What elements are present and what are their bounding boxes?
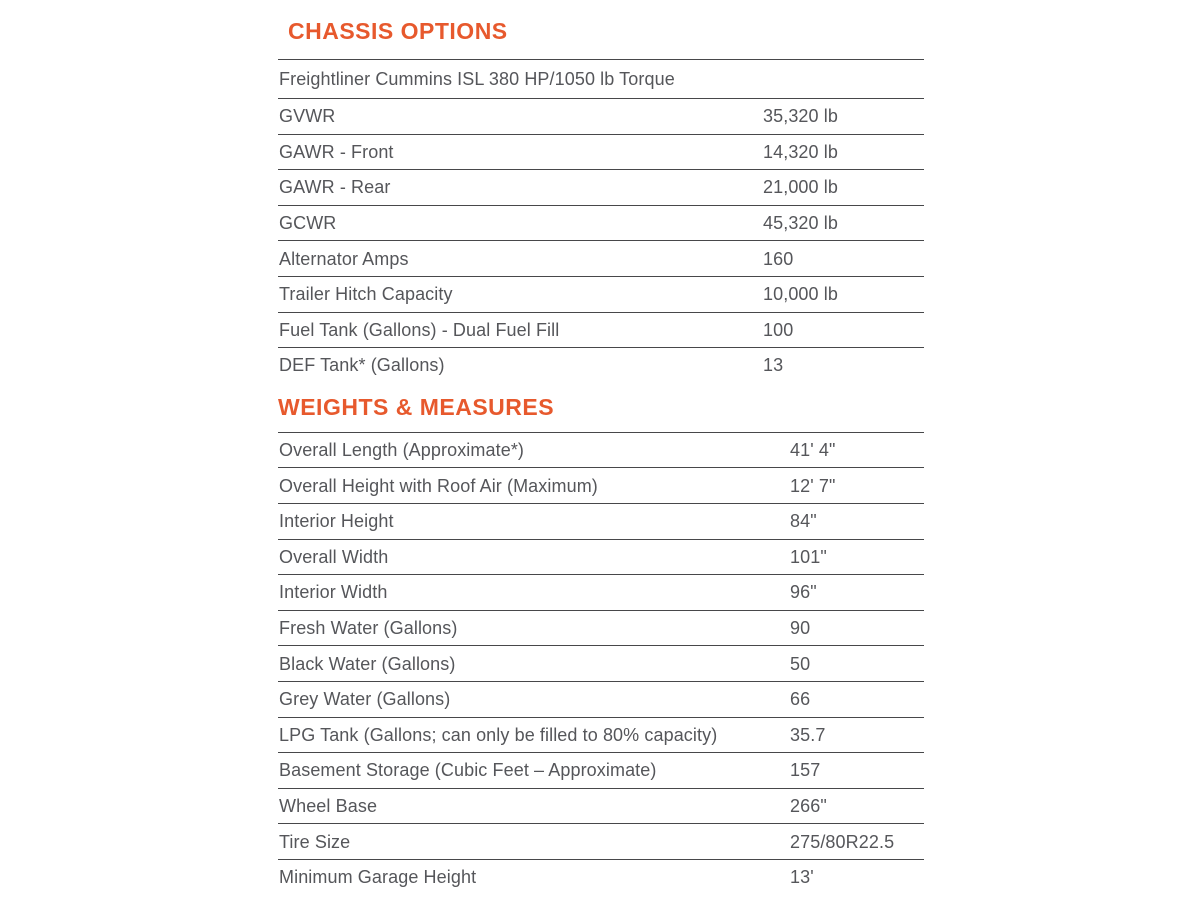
spec-row (278, 134, 924, 170)
spec-label: LPG Tank (Gallons; can only be filled to 80% capacity) (279, 724, 718, 745)
spec-value: 160 (763, 248, 794, 269)
spec-row (278, 645, 924, 681)
spec-label: DEF Tank* (Gallons) (279, 355, 445, 376)
spec-value: 35.7 (790, 724, 826, 745)
spec-value: 90 (790, 618, 811, 639)
spec-label: Basement Storage (Cubic Feet – Approximate) (279, 760, 657, 781)
spec-label: Interior Width (279, 582, 388, 603)
spec-row (278, 169, 924, 205)
spec-value: 14,320 lb (763, 141, 838, 162)
spec-value: 45,320 lb (763, 213, 838, 234)
spec-row (278, 539, 924, 575)
spec-row (278, 205, 924, 241)
spec-label: GCWR (279, 213, 337, 234)
spec-value: 101" (790, 546, 827, 567)
spec-value: 13' (790, 867, 814, 888)
spec-label: Overall Width (279, 546, 389, 567)
spec-row (278, 59, 924, 98)
spec-row (278, 98, 924, 134)
spec-value: 100 (763, 319, 794, 340)
spec-table (278, 432, 924, 895)
spec-row (278, 574, 924, 610)
spec-row (278, 276, 924, 312)
spec-label: Overall Height with Roof Air (Maximum) (279, 475, 598, 496)
spec-table (278, 59, 924, 383)
spec-label: GAWR - Front (279, 141, 394, 162)
spec-row (278, 859, 924, 895)
spec-value: 84" (790, 511, 817, 532)
spec-row (278, 788, 924, 824)
spec-label: Freightliner Cummins ISL 380 HP/1050 lb Torque (279, 69, 675, 89)
spec-value: 13 (763, 355, 784, 376)
spec-row (278, 752, 924, 788)
section-title: CHASSIS OPTIONS (288, 18, 508, 44)
spec-row (278, 610, 924, 646)
spec-label: GAWR - Rear (279, 177, 391, 198)
spec-value: 41' 4" (790, 440, 836, 461)
spec-row (278, 240, 924, 276)
spec-label: Overall Length (Approximate*) (279, 440, 525, 461)
spec-row (278, 681, 924, 717)
spec-label: Minimum Garage Height (279, 867, 477, 888)
spec-label: Black Water (Gallons) (279, 653, 456, 674)
spec-row (278, 503, 924, 539)
spec-label: Fuel Tank (Gallons) - Dual Fuel Fill (279, 319, 560, 340)
spec-label: Tire Size (279, 831, 351, 852)
spec-value: 35,320 lb (763, 106, 838, 127)
spec-label: Wheel Base (279, 795, 378, 816)
spec-value: 157 (790, 760, 821, 781)
spec-value: 275/80R22.5 (790, 831, 895, 852)
section-title: WEIGHTS & MEASURES (278, 393, 555, 420)
spec-label: Fresh Water (Gallons) (279, 618, 458, 639)
spec-label: Interior Height (279, 511, 394, 532)
spec-row (278, 432, 924, 468)
spec-value: 10,000 lb (763, 284, 838, 305)
spec-value: 66 (790, 689, 811, 710)
spec-row (278, 717, 924, 753)
spec-value: 21,000 lb (763, 177, 838, 198)
spec-row (278, 312, 924, 348)
spec-label: Grey Water (Gallons) (279, 689, 451, 710)
spec-label: Alternator Amps (279, 248, 409, 269)
spec-value: 12' 7" (790, 475, 836, 496)
spec-section (278, 393, 924, 895)
spec-value: 96" (790, 582, 817, 603)
spec-row (278, 347, 924, 383)
spec-sheet (278, 18, 924, 894)
spec-label: Trailer Hitch Capacity (279, 284, 453, 305)
spec-section (278, 18, 924, 383)
spec-value: 266" (790, 795, 827, 816)
spec-value: 50 (790, 653, 811, 674)
spec-row (278, 467, 924, 503)
spec-row (278, 823, 924, 859)
spec-label: GVWR (279, 106, 336, 127)
